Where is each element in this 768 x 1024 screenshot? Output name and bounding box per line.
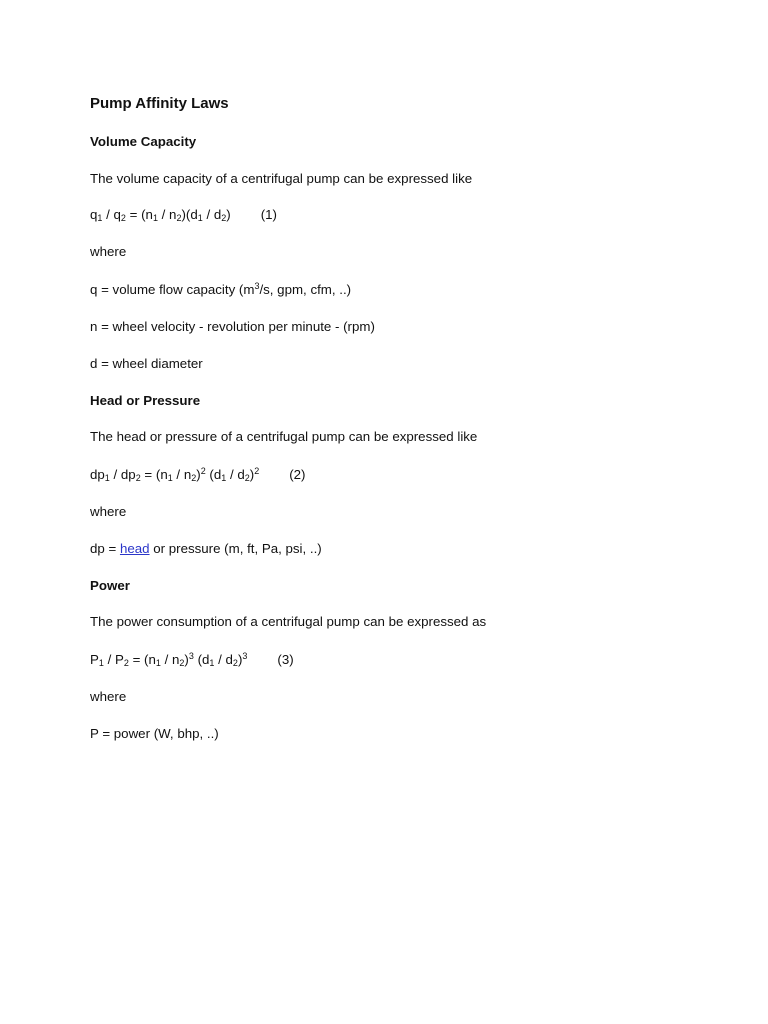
section-heading-volume: Volume Capacity — [90, 134, 197, 149]
power-formula: $P_1 / P_2 = (n_1 / n_2)^3$ $(d_1 / d_2)^3$ (3) — [90, 651, 294, 668]
head-intro: The head or pressure of a centrifugal pump can be expressed like — [90, 429, 478, 444]
equation-number-1: (1) — [260, 207, 277, 222]
section-heading-head: Head or Pressure — [90, 393, 201, 408]
page-title: Pump Affinity Laws — [90, 95, 229, 112]
definition-q: q = volume flow capacity ($m^3/s$, gpm, cfm, ..) — [90, 281, 352, 297]
definition-d: d = wheel diameter — [90, 356, 203, 371]
volume-formula: $q_1 / q_2 = (n_1 / n_2)(d_1 / d_2)$ (1) — [90, 207, 277, 223]
where-label-2: where — [90, 504, 127, 519]
power-intro: The power consumption of a centrifugal pump can be expressed as — [90, 614, 487, 629]
volume-intro: The volume capacity of a centrifugal pump can be expressed like — [90, 171, 473, 186]
equation-number-3: (3) — [277, 652, 294, 667]
definition-p: P = power (W, bhp, ..) — [90, 726, 219, 741]
section-heading-power: Power — [90, 578, 130, 593]
where-label-3: where — [90, 689, 127, 704]
head-formula: $dp_1 / dp_2 = (n_1 / n_2)^2$ $(d_1 / d_2)^2$ (2) — [90, 466, 306, 483]
where-label-1: where — [90, 244, 127, 259]
head-link[interactable]: head — [119, 541, 150, 556]
equation-number-2: (2) — [289, 467, 306, 482]
definition-dp: dp = head or pressure (m, ft, Pa, psi, ..) — [90, 541, 322, 556]
definition-n: n = wheel velocity - revolution per minute - (rpm) — [90, 319, 375, 334]
